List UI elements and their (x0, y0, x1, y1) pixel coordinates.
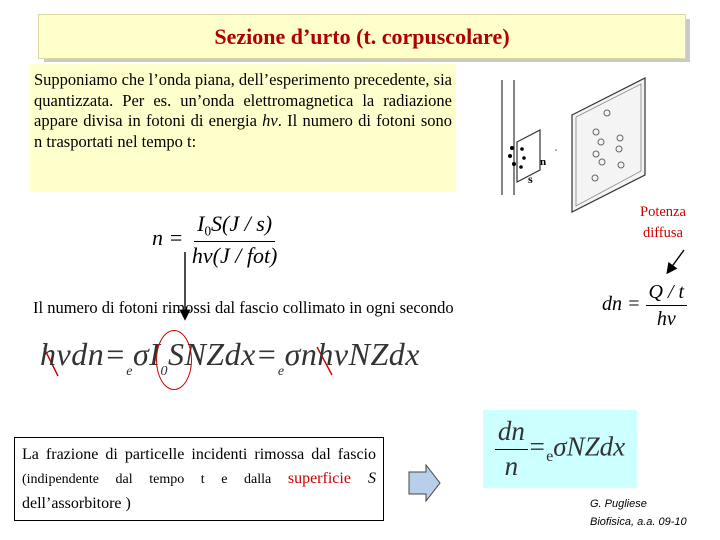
formula-result-denominator: n (504, 450, 519, 481)
formula-n-denominator: hν(J / fot) (191, 243, 278, 269)
formula-n-i: I (197, 211, 205, 236)
diagram-label-s: s (528, 172, 533, 186)
frazione-text1: La frazione di particelle incidenti rimossa dal fascio (22, 446, 376, 463)
formula-n-lhs: n = (152, 225, 184, 251)
formula-dn-fraction (646, 281, 688, 330)
formula-main (40, 336, 420, 380)
frazione-box (14, 437, 384, 521)
formula-dn-numerator: Q / t (646, 281, 688, 306)
formula-result-rhs: σNZdx (553, 431, 626, 462)
footer-author: G. Pugliese (590, 498, 647, 510)
formula-main-sub-0: 0 (160, 364, 168, 379)
potenza-line1: Potenza (640, 204, 686, 220)
intro-hv: hν (262, 111, 278, 130)
footer-course: Biofisica, a.a. 09-10 (590, 516, 687, 528)
diagram-label-n: n (540, 156, 547, 168)
footer-credit (590, 495, 687, 531)
frazione-superficie: superficie (287, 470, 351, 487)
potenza-line2: diffusa (642, 225, 683, 241)
frazione-tail: dell’assorbitore ) (22, 495, 131, 512)
formula-result-eq: = (527, 431, 547, 462)
formula-main-sub-e2: e (277, 364, 285, 379)
intro-text-a: Supponiamo che l’onda piana, dell’esperimento precedente, sia quantizzata. Per es. un’onda elettromagnetica la radiazione appare divisa in fotoni di energia (34, 70, 452, 130)
block-arrow-icon (408, 464, 442, 502)
formula-result-numerator: dn (495, 417, 528, 450)
formula-main-part3: SNZdx= (167, 336, 278, 372)
arrow-to-dn (668, 250, 684, 272)
formula-main-part1: hνdn= (40, 336, 127, 372)
formula-main-part2: σI (133, 336, 161, 372)
block-arrow-shape (409, 465, 440, 501)
formula-result-fraction (495, 417, 528, 481)
fotoni-rimossi-text: Il numero di fotoni rimossi dal fascio collimato in ogni secondo (33, 298, 454, 317)
formula-main-sub-e1: e (126, 364, 134, 379)
highlight-ellipse (156, 330, 192, 390)
frazione-paren: (indipendente dal tempo t e dalla (22, 472, 288, 487)
formula-main-part4: σnhνNZdx (284, 336, 420, 372)
formula-dn-denominator: hν (656, 308, 676, 330)
formula-result (495, 417, 625, 481)
result-box (483, 410, 637, 488)
formula-dn (602, 281, 687, 330)
page-title: Sezione d’urto (t. corpuscolare) (214, 23, 510, 49)
frazione-text (22, 443, 376, 516)
frazione-s: S (350, 470, 376, 487)
formula-n-rest: S(J / s) (211, 211, 273, 236)
formula-result-sub-e: e (546, 446, 554, 465)
formula-n-sub: 0 (204, 223, 212, 239)
intro-text-b: . Il numero di fotoni sono n trasportati nel tempo t: (34, 111, 452, 151)
formula-dn-lhs: dn = (602, 293, 641, 316)
